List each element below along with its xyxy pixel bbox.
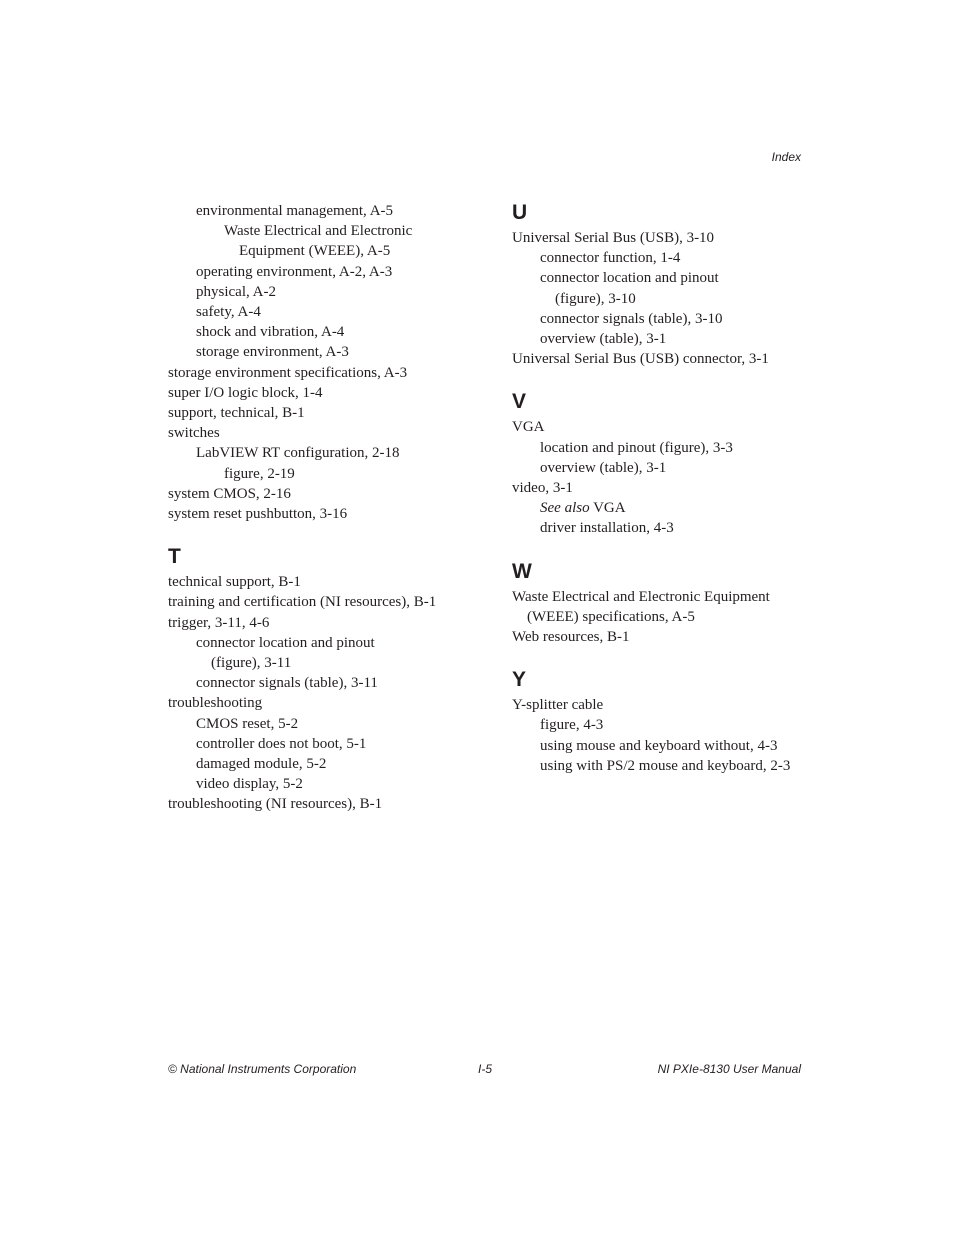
index-entry: LabVIEW RT configuration, 2-18 xyxy=(196,445,400,462)
footer-page-number: I-5 xyxy=(478,1062,493,1076)
index-entry: Universal Serial Bus (USB), 3-10 xyxy=(512,230,715,246)
index-entry: video display, 5-2 xyxy=(196,776,303,793)
index-letter-heading: Y xyxy=(512,668,527,692)
footer-manual-title: NI PXIe-8130 User Manual xyxy=(657,1062,801,1076)
index-entry: connector signals (table), 3-10 xyxy=(540,310,723,327)
index-entry: connector signals (table), 3-11 xyxy=(196,675,378,692)
index-entry: trigger, 3-11, 4-6 xyxy=(168,614,270,631)
index-entry: Waste Electrical and Electronic xyxy=(224,223,413,240)
index-letter-heading: V xyxy=(512,390,527,414)
see-also-target: VGA xyxy=(593,500,626,517)
index-entry: connector location and pinout xyxy=(196,634,375,651)
index-entry: troubleshooting (NI resources), B-1 xyxy=(168,796,383,813)
index-entry: overview (table), 3-1 xyxy=(540,459,667,476)
index-entry: Universal Serial Bus (USB) connector, 3-1 xyxy=(512,351,769,368)
index-entry: Waste Electrical and Electronic Equipment xyxy=(512,588,770,605)
index-entry-see-also xyxy=(512,498,812,518)
index-entry: training and certification (NI resources), B-1 xyxy=(168,594,437,611)
index-entry-continuation: (WEEE) specifications, A-5 xyxy=(527,608,695,625)
index-entry: super I/O logic block, 1-4 xyxy=(168,384,323,401)
index-entry: system reset pushbutton, 3-16 xyxy=(168,506,348,523)
running-header: Index xyxy=(771,150,801,164)
index-entry: connector location and pinout xyxy=(540,270,719,287)
index-entry: support, technical, B-1 xyxy=(168,405,305,422)
index-entry: figure, 2-19 xyxy=(224,465,295,482)
index-entry: switches xyxy=(168,425,220,442)
index-entry: safety, A-4 xyxy=(196,304,261,321)
index-entry: figure, 4-3 xyxy=(540,717,604,734)
index-entry: using mouse and keyboard without, 4-3 xyxy=(540,737,778,754)
index-entry: overview (table), 3-1 xyxy=(540,331,667,348)
index-entry: storage environment, A-3 xyxy=(196,344,349,361)
footer-copyright: © National Instruments Corporation xyxy=(168,1062,357,1076)
index-letter-heading: T xyxy=(168,545,181,569)
index-entry-continuation: (figure), 3-10 xyxy=(555,290,636,307)
index-entry: connector function, 1-4 xyxy=(540,250,681,267)
index-entry: using with PS/2 mouse and keyboard, 2-3 xyxy=(540,757,791,774)
index-entry: damaged module, 5-2 xyxy=(196,756,327,773)
index-entry: environmental management, A-5 xyxy=(196,203,394,219)
index-column-right xyxy=(512,201,812,776)
index-letter-heading: W xyxy=(512,559,532,583)
index-column-left xyxy=(168,201,468,815)
index-entry: operating environment, A-2, A-3 xyxy=(196,263,393,280)
index-entry-continuation: Equipment (WEEE), A-5 xyxy=(239,243,391,260)
index-entry: VGA xyxy=(512,419,545,436)
index-entry: system CMOS, 2-16 xyxy=(168,485,291,502)
index-entry: Web resources, B-1 xyxy=(512,629,630,646)
index-entry: driver installation, 4-3 xyxy=(540,520,674,537)
see-also-label: See also xyxy=(540,500,590,517)
index-entry-continuation: (figure), 3-11 xyxy=(211,655,292,672)
index-entry: storage environment specifications, A-3 xyxy=(168,364,408,381)
index-entry: Y-splitter cable xyxy=(512,697,604,714)
index-entry: controller does not boot, 5-1 xyxy=(196,735,367,752)
index-entry: location and pinout (figure), 3-3 xyxy=(540,439,733,456)
index-letter-heading: U xyxy=(512,201,528,224)
index-entry: video, 3-1 xyxy=(512,480,573,497)
index-entry: physical, A-2 xyxy=(196,283,276,300)
index-entry: CMOS reset, 5-2 xyxy=(196,715,299,732)
index-entry: shock and vibration, A-4 xyxy=(196,324,345,341)
index-entry: technical support, B-1 xyxy=(168,574,301,591)
index-entry: troubleshooting xyxy=(168,695,263,712)
